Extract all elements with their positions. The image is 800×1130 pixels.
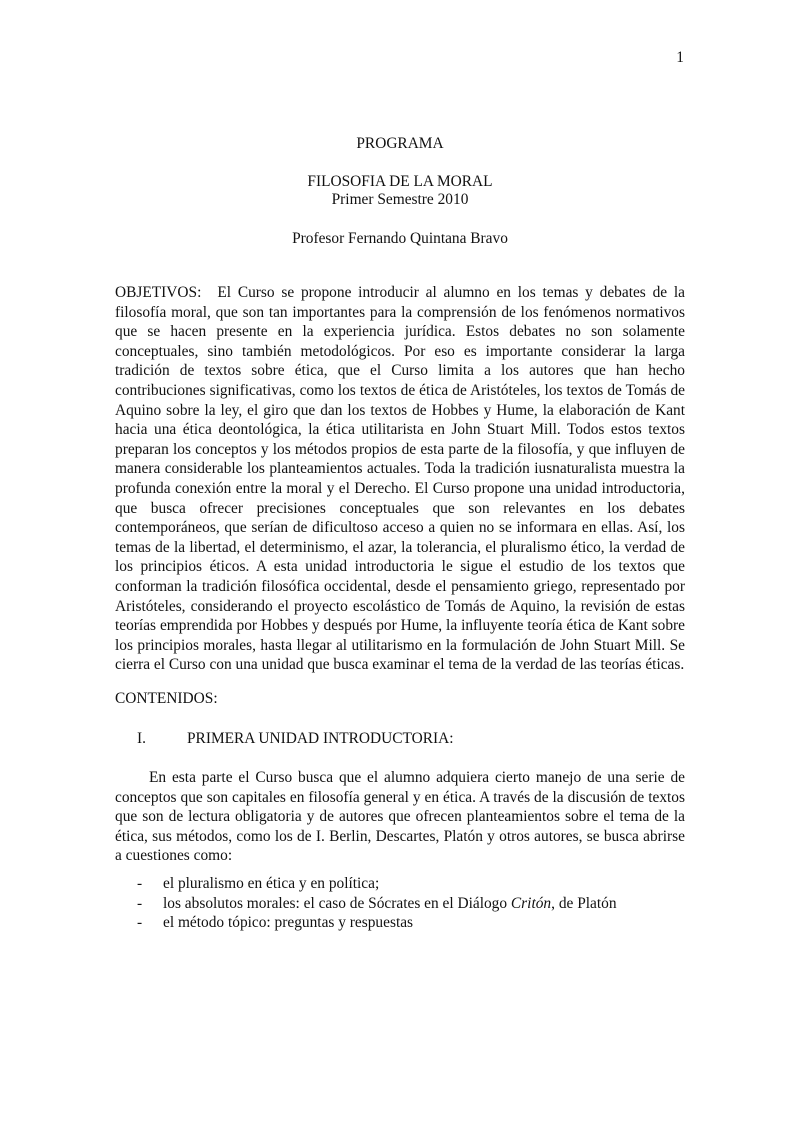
page-number: 1 — [676, 49, 684, 66]
unit-heading — [137, 729, 454, 749]
unit-intro-paragraph: En esta parte el Curso busca que el alumno adquiera cierto manejo de una serie de conceptos que son capitales en filosofía general y en ética. A través de la discusión de textos que son de lectura obligatoria y de autores que ofrecen planteamientos sobre el tema de la ética, sus métodos, como los de I. Berlin, Descartes, Platón y otros autores, se busca abrirse a cuestiones como: — [115, 769, 685, 865]
work-title: Critón — [510, 894, 552, 912]
unit-title: PRIMERA UNIDAD INTRODUCTORIA: — [187, 730, 454, 747]
objetivos-text: El Curso se propone introducir al alumno en los temas y debates de la filosofía moral, que son tan importantes para la comprensión de los fenómenos normativos que se hacen presente en la experiencia jurídica. Estos debates no son solamente conceptuales, sino también metodológicos. Por eso es importante considerar la larga tradición de textos sobre ética, que el Curso limita a los autores que han hecho contribuciones significativas, como los textos de ética de Aristóteles, los textos de Tomás de Aquino sobre la ley, el giro que dan los textos de Hobbes y Hume, la elaboración de Kant hacia una ética deontológica, la ética utilitarista en John Stuart Mill. Todos estos textos preparan los conceptos y los métodos propios de esta parte de la filosofía, y que influyen de manera considerable los planteamientos actuales. Toda la tradición iusnaturalista muestra la profunda conexión entre la moral y el Derecho. El Curso propone una unidad introductoria, que busca ofrecer precisiones conceptuales que son relevantes en los debates contemporáneos, que serían de dificultoso acceso a quien no se informara en ellas. Así, los temas de la libertad, el determinismo, el azar, la tolerancia, el pluralismo ético, la verdad de los principios éticos. A esta unidad introductoria le sigue el estudio de los textos que conforman la tradición filosófica occidental, desde el pensamiento griego, representado por Aristóteles, considerando el proyecto escolástico de Tomás de Aquino, la revisión de estas teorías emprendida por Hobbes y después por Hume, la influyente teoría ética de Kant sobre los principios morales, hasta llegar al utilitarismo en la formulación de John Stuart Mill. Se cierra el Curso con una unidad que busca examinar el tema de la verdad de las teorías éticas. — [115, 284, 685, 674]
semester: Primer Semestre 2010 — [331, 191, 469, 208]
bullet-dash: - — [137, 875, 143, 892]
list-item-text: el método tópico: preguntas y respuestas — [163, 914, 414, 932]
unit-number: I. — [137, 730, 146, 747]
list-item-text: el pluralismo en ética y en política; — [163, 875, 380, 892]
list-item — [137, 874, 617, 894]
topic-list — [137, 874, 617, 933]
course-name: FILOSOFIA DE LA MORAL — [307, 173, 493, 190]
professor-name: Profesor Fernando Quintana Bravo — [292, 230, 508, 247]
list-item-text-part: los absolutos morales: el caso de Sócrates en el Diálogo — [163, 894, 511, 912]
bullet-dash: - — [137, 914, 143, 932]
list-item-text — [163, 894, 617, 914]
list-item — [137, 913, 617, 933]
list-item — [137, 894, 617, 914]
objetivos-paragraph — [115, 283, 685, 675]
list-item-text-part: , de Platón — [551, 894, 617, 912]
objetivos-label: OBJETIVOS: — [115, 284, 202, 301]
document-title: PROGRAMA — [356, 135, 444, 152]
contenidos-label: CONTENIDOS: — [115, 690, 218, 707]
bullet-dash: - — [137, 894, 143, 912]
